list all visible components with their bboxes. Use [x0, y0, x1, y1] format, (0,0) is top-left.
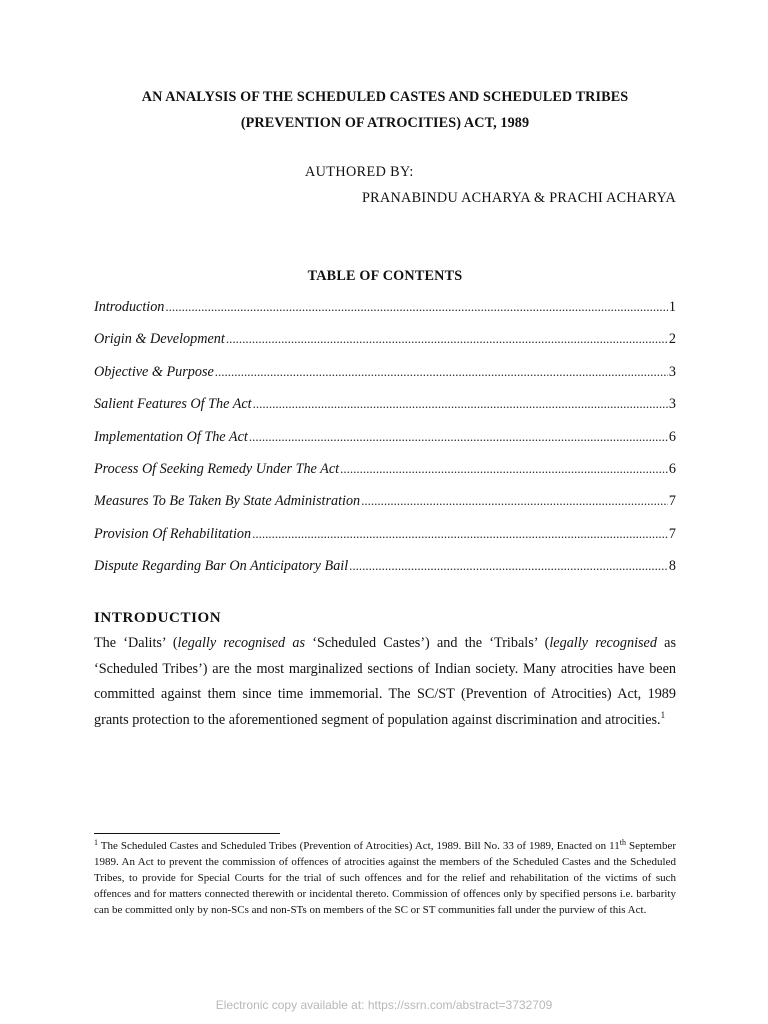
footnote-1: [94, 838, 676, 918]
toc-leader-dots: [349, 558, 668, 574]
toc-entry[interactable]: [94, 429, 676, 461]
toc-entry-page: 7: [668, 493, 676, 510]
toc-entry-label: Origin & Development: [94, 331, 225, 348]
intro-text-3: as ‘Scheduled Tribes’) are the most marginalized sections of Indian society. Many atrocities have been committed against them since time immemorial. The SC/ST (Prevention of Atrocities) Act, 1989 grants protection to the aforementioned segment of population against discrimination and atrocities.: [94, 635, 676, 728]
toc-entry-label: Process Of Seeking Remedy Under The Act: [94, 460, 340, 477]
toc-leader-dots: [252, 526, 668, 542]
toc-entry-label: Provision Of Rehabilitation: [94, 525, 252, 542]
toc-entry-page: 6: [668, 428, 676, 445]
toc-leader-dots: [340, 461, 668, 477]
toc-entry-page: 1: [668, 299, 676, 315]
toc-leader-dots: [226, 331, 668, 347]
footnote-ordinal: th: [619, 838, 626, 847]
footnote-marker: 1: [94, 838, 98, 847]
toc-entry[interactable]: [94, 493, 676, 525]
toc-entry[interactable]: [94, 396, 676, 428]
toc-entry[interactable]: [94, 299, 676, 331]
toc-entry[interactable]: [94, 526, 676, 558]
intro-text-1: The ‘Dalits’ (: [94, 635, 178, 651]
toc-entry-page: 6: [668, 460, 676, 477]
toc-entry-label: Introduction: [94, 299, 165, 315]
intro-text-2: ‘Scheduled Castes’) and the ‘Tribals’ (: [304, 635, 550, 651]
toc-leader-dots: [361, 493, 668, 509]
toc-heading: TABLE OF CONTENTS: [307, 268, 463, 284]
intro-italic-2: legally recognised: [549, 635, 657, 651]
introduction-heading: INTRODUCTION: [94, 610, 222, 626]
toc-entry-label: Salient Features Of The Act: [94, 396, 252, 413]
toc-entry-page: 3: [668, 396, 676, 413]
footnote-text-a: The Scheduled Castes and Scheduled Tribes (Prevention of Atrocities) Act, 1989. Bill No. 33 of 1989, Enacted on 11: [98, 840, 620, 852]
intro-italic-1: legally recognised as: [177, 635, 305, 651]
ssrn-availability-notice[interactable]: Electronic copy available at: https://ssrn.com/abstract=3732709: [215, 998, 553, 1012]
toc-entry-page: 2: [668, 331, 676, 348]
toc-entry-label: Measures To Be Taken By State Administration: [94, 493, 361, 510]
toc-entry[interactable]: [94, 364, 676, 396]
toc-leader-dots: [249, 429, 668, 445]
author-names: PRANABINDU ACHARYA & PRACHI ACHARYA: [361, 190, 676, 206]
toc-entry-page: 8: [668, 558, 676, 575]
authored-by-label: AUTHORED BY:: [305, 164, 414, 180]
toc-leader-dots: [253, 396, 668, 412]
toc-entry-label: Dispute Regarding Bar On Anticipatory Bail: [94, 558, 349, 575]
toc-entry-label: Objective & Purpose: [94, 363, 214, 380]
toc-entry[interactable]: [94, 461, 676, 493]
footnote-text-b: September 1989. An Act to prevent the commission of offences of atrocities against the members of the Scheduled Castes and the Scheduled Tribes, to provide for Special Courts for the trial of such offences and for the relief and rehabilitation of the victims of such offences and for matters connected therewith or incidental thereto. Commission of offences only by specified persons i.e. barbarity can be committed only by non-SCs and non-STs on members of the SC or ST communities fall under the purview of this Act.: [94, 840, 676, 916]
toc-entry-page: 7: [668, 525, 676, 542]
toc-leader-dots: [165, 299, 668, 315]
toc-entry-page: 3: [668, 363, 676, 380]
toc-entry-label: Implementation Of The Act: [94, 428, 248, 445]
table-of-contents: [94, 299, 676, 591]
toc-entry[interactable]: [94, 331, 676, 363]
introduction-paragraph: [94, 631, 676, 733]
toc-entry[interactable]: [94, 558, 676, 590]
footnote-reference[interactable]: 1: [660, 709, 666, 720]
paper-title-line-2: (PREVENTION OF ATROCITIES) ACT, 1989: [240, 115, 530, 131]
footnote-separator: [94, 833, 280, 834]
paper-title-line-1: AN ANALYSIS OF THE SCHEDULED CASTES AND SCHEDULED TRIBES: [141, 89, 629, 105]
toc-leader-dots: [215, 364, 668, 380]
